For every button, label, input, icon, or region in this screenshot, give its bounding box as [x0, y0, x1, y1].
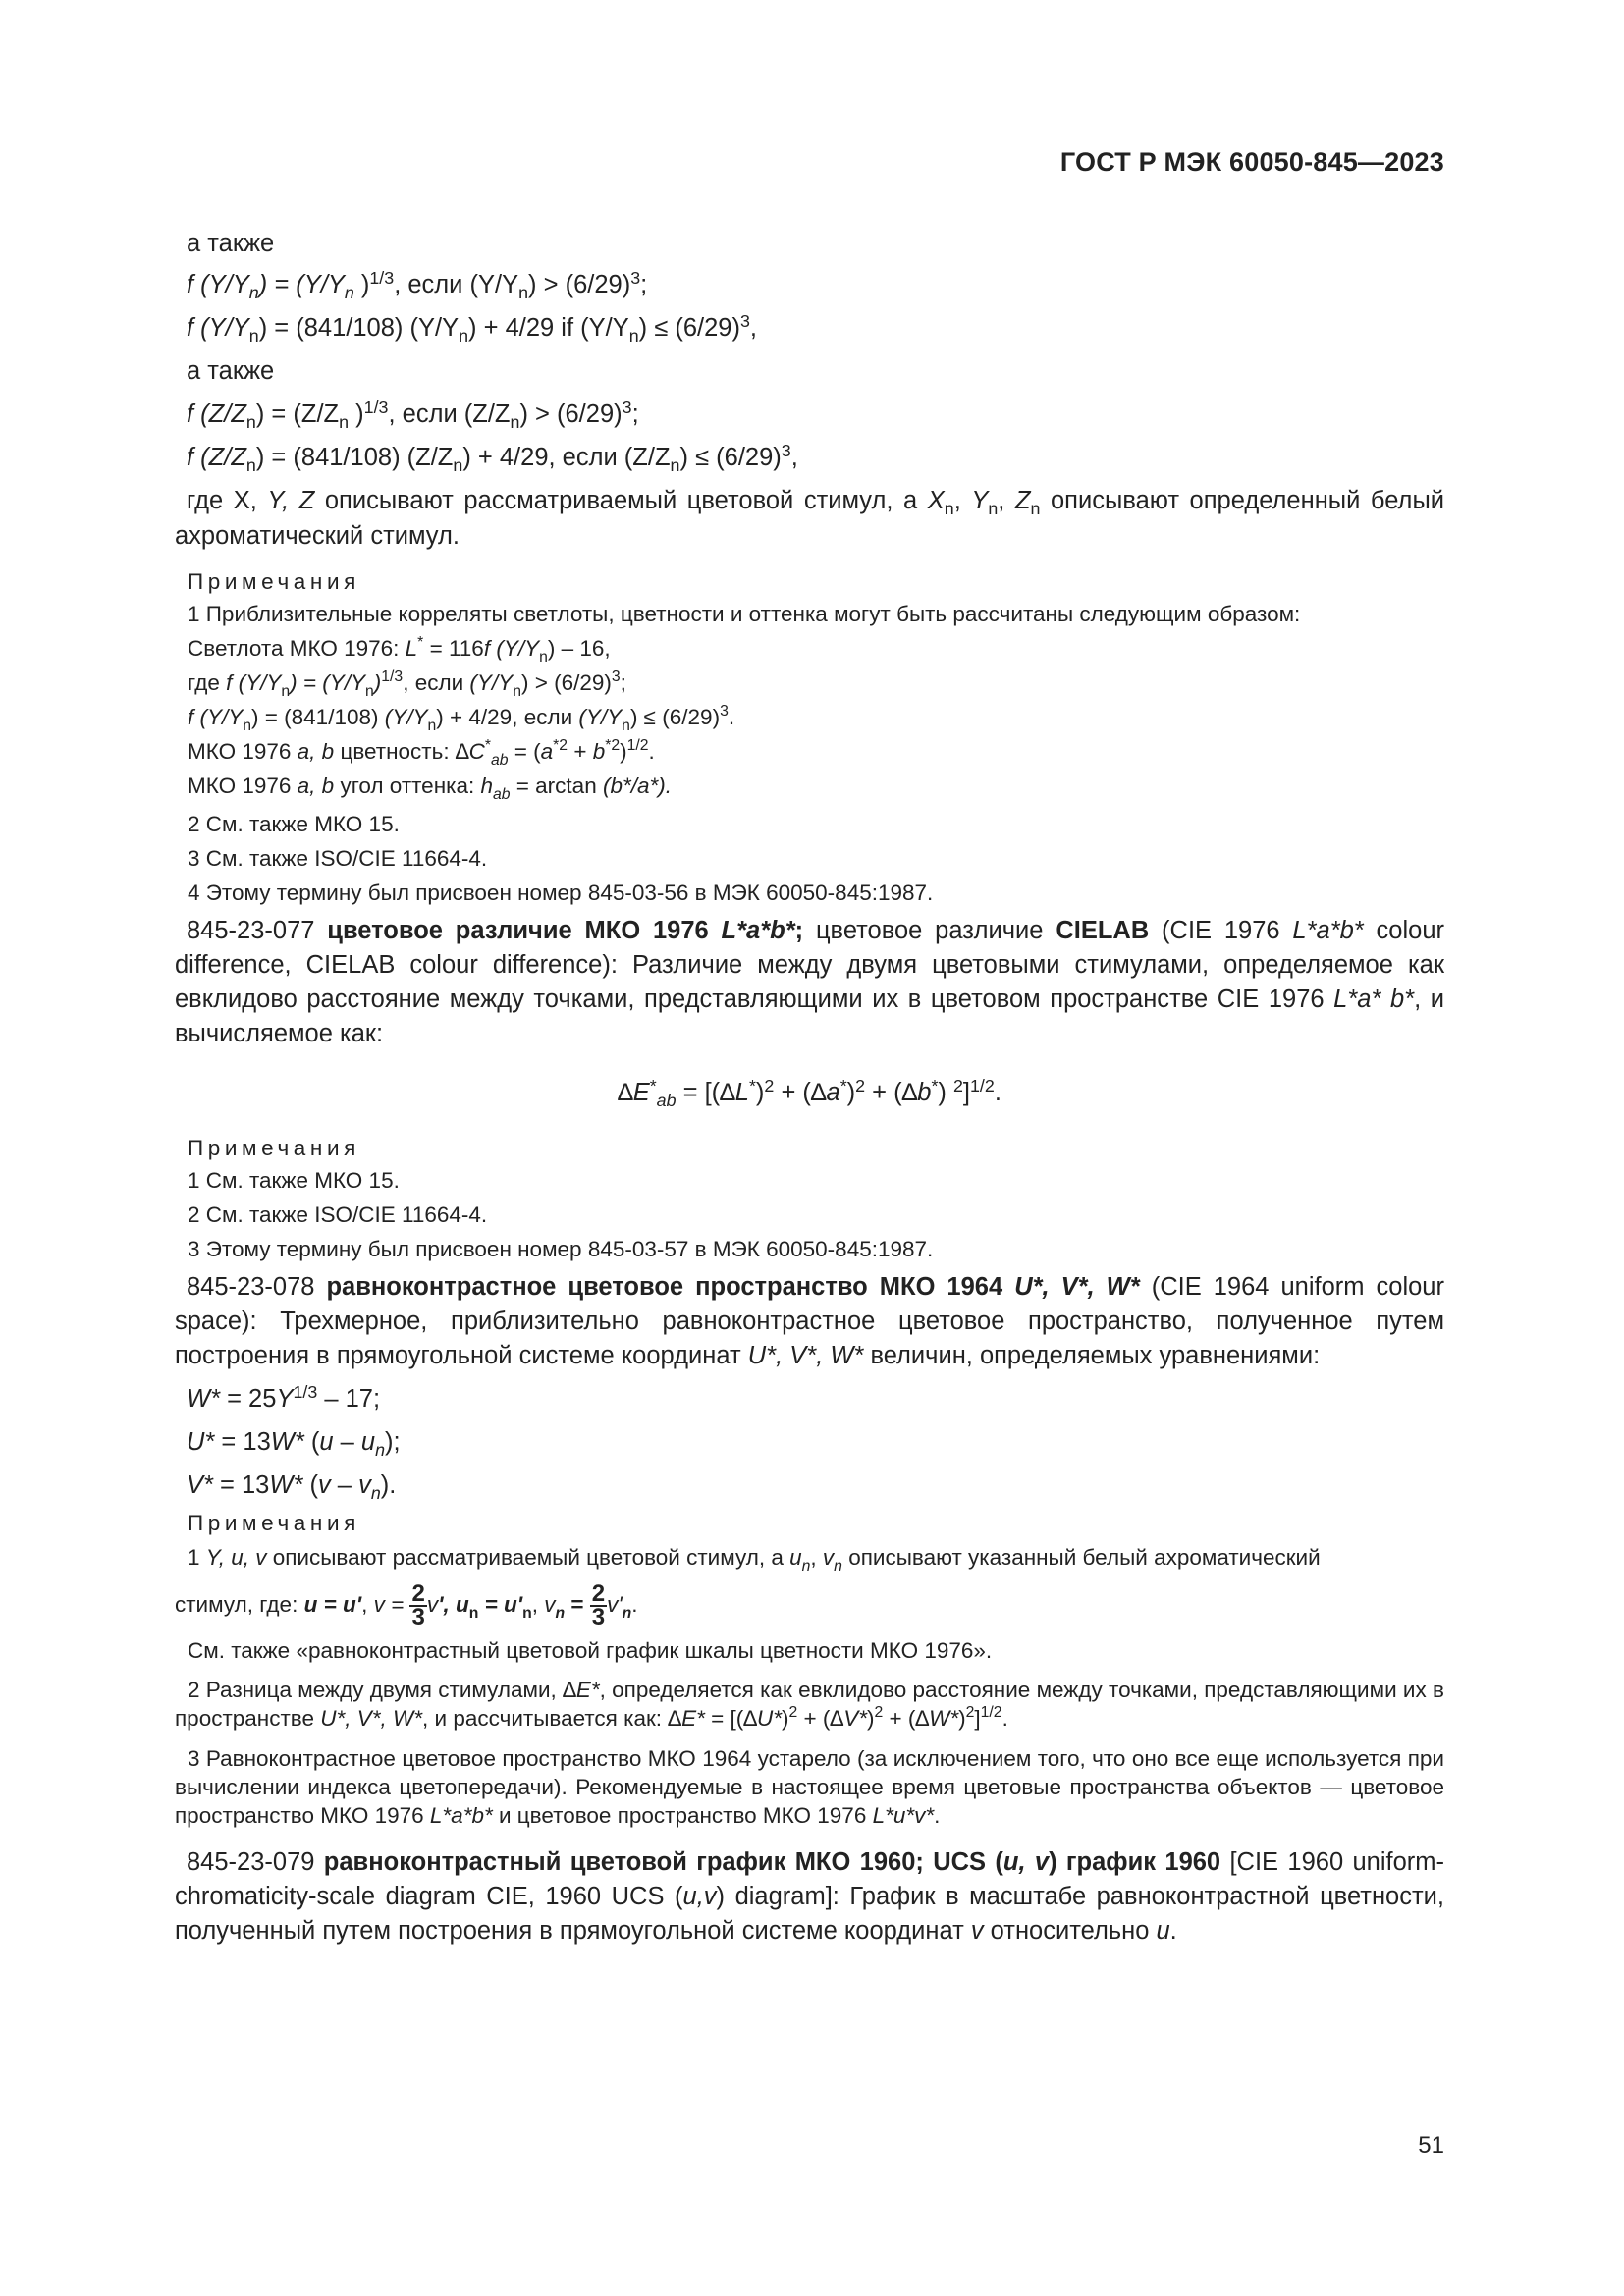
note-formula-chroma: МКО 1976 a, b цветность: $\Delta C^*_{ab} = (a^{*2} + b^{*2})^{1/2}$.: [188, 737, 655, 769]
formula-delta-e-ab: $\Delta E^*_{ab} = [(\Delta L^*)^2 + (\Delta a^*)^2 + (\Delta b^*)$ $^2$]$^{1/2}$.: [618, 1076, 1001, 1110]
note-item: 3 Этому термину был присвоен номер 845-03-57 в МЭК 60050-845:1987.: [188, 1237, 934, 1261]
page-content: [175, 224, 1444, 1949]
note-formula-where: где f $(Y/Y_n) = (Y/Y_n)^{1/3}$, если $(Y/Y_n) > (6/29)^3$;: [188, 668, 626, 700]
formula-f-y-2: f $(Y/Y_n) = (841/108) (Y/Y_n) + 4/29$ if $(Y/Y_n) \le (6/29)^3$,: [187, 311, 757, 346]
note-item: 3 См. также ISO/CIE 11664-4.: [188, 846, 488, 871]
formula-f-y-1: f $(Y/Y_n) = (Y/Y_n$ )$^{1/3}$, если $(Y/Y_n) > (6/29)^3$;: [187, 268, 648, 302]
page-number: 51: [1418, 2132, 1444, 2159]
note-formula-lightness: Светлота МКО 1976: L* = 116f $(Y/Y_n) - 16$,: [188, 634, 611, 666]
note-see-also: См. также «равноконтрастный цветовой график шкалы цветности МКО 1976».: [188, 1638, 993, 1663]
note-item: 3 Равноконтрастное цветовое пространство МКО 1964 устарело (за исключением того, что оно все еще используется при вычислении индекса цветопередачи). Рекомендуемые в настоящее время цветовые пространства объектов — цветовое пространство МКО 1976 L*a*b* и цветовое пространство МКО 1976 L*u*v*.: [175, 1746, 1444, 1828]
note-formula-uv: стимул, где: u = u', v = $\frac{2}{3}$ v', $u_n = u'_n$, $v_n$ = $\frac{2}{3}$ $v'_n$.: [175, 1580, 638, 1631]
note-item: 2 См. также ISO/CIE 11664-4.: [188, 1202, 488, 1227]
fraction: $\frac{2}{3}$: [411, 1580, 425, 1631]
notes-heading: Примечания: [188, 1511, 360, 1535]
document-header: ГОСТ Р МЭК 60050-845—2023: [1059, 147, 1444, 177]
formula-w: $W* = 25Y^{1/3} - 17$;: [187, 1382, 381, 1413]
term-845-23-077: 845-23-077 цветовое различие МКО 1976 L*a*b*; цветовое различие CIELAB (CIE 1976 L*a*b* colour difference, CIELAB colour difference): Различие между двумя цветовыми стимулами, определяемое как евклидово расстояние между точками, представляющими их в цветовом пространстве CIE 1976 L*a* b*, и вычисляемое как:: [175, 917, 1445, 1047]
note-item: 1 См. также МКО 15.: [188, 1168, 400, 1193]
term-845-23-079: 845-23-079 равноконтрастный цветовой график МКО 1960; UCS (u, v) график 1960 [CIE 1960 uniform-chromaticity-scale diagram CIE, 1960 UCS (u,v) diagram]: График в масштабе равноконтрастной цветности, полученный путем построения в прямоугольной системе координат v относительно u.: [175, 1848, 1444, 1945]
note-item: 2 См. также МКО 15.: [188, 812, 400, 836]
formula-u: U* = 13W* $(u - u_n)$;: [187, 1428, 401, 1460]
where-paragraph: где X, Y, Z описывают рассматриваемый цветовой стимул, а $X_n$, $Y_n$, $Z_n$ описывают определенный белый ахроматический стимул.: [175, 487, 1445, 550]
formula-f-z-2: f $(Z/Z_n) = (841/108) (Z/Z_n) + 4/29$, если $(Z/Z_n) \le (6/29)^3$,: [187, 441, 798, 475]
note-item: 1 Приблизительные корреляты светлоты, цветности и оттенка могут быть рассчитаны следующим образом:: [188, 602, 1301, 626]
notes-heading: Примечания: [188, 1136, 360, 1160]
formula-f-z-1: f $(Z/Z_n) = (Z/Z_n$ )$^{1/3}$, если $(Z/Z_n) > (6/29)^3$;: [187, 398, 639, 432]
formula-v: V* = 13W* $(v - v_n)$.: [187, 1471, 397, 1503]
fraction: $\frac{2}{3}$: [591, 1580, 606, 1631]
notes-heading: Примечания: [188, 569, 360, 594]
note-item: 1 Y, u, v описывают рассматриваемый цветовой стимул, а $u_n$, $v_n$ описывают указанный белый ахроматический: [188, 1545, 1321, 1575]
note-item: 4 Этому термину был присвоен номер 845-03-56 в МЭК 60050-845:1987.: [188, 881, 934, 905]
term-845-23-078: 845-23-078 равноконтрастное цветовое пространство МКО 1964 U*, V*, W* (CIE 1964 uniform colour space): Трехмерное, приблизительно равноконтрастное цветовое пространство, полученное путем построения в прямоугольной системе координат U*, V*, W* величин, определяемых уравнениями:: [175, 1273, 1444, 1369]
note-formula-hue: МКО 1976 a, b угол оттенка: $h_{ab} = \arctan (b*/a*)$.: [188, 774, 672, 803]
note-item: 2 Разница между двумя стимулами, ∆E*, определяется как евклидово расстояние между точками, представляющими их в пространстве U*, V*, W*, и рассчитывается как: $\Delta E* = [(\Delta U*)^2 + (\Delta V*)^2 + (\Delta W*)^2]^{1/2}$.: [175, 1678, 1444, 1731]
note-formula-f: f $(Y/Y_n) = (841/108) (Y/Y_n) + 4/29$, если $(Y/Y_n) \le (6/29)^3$.: [188, 703, 735, 734]
text-line: а также: [187, 230, 275, 257]
text-line: а также: [187, 357, 275, 385]
